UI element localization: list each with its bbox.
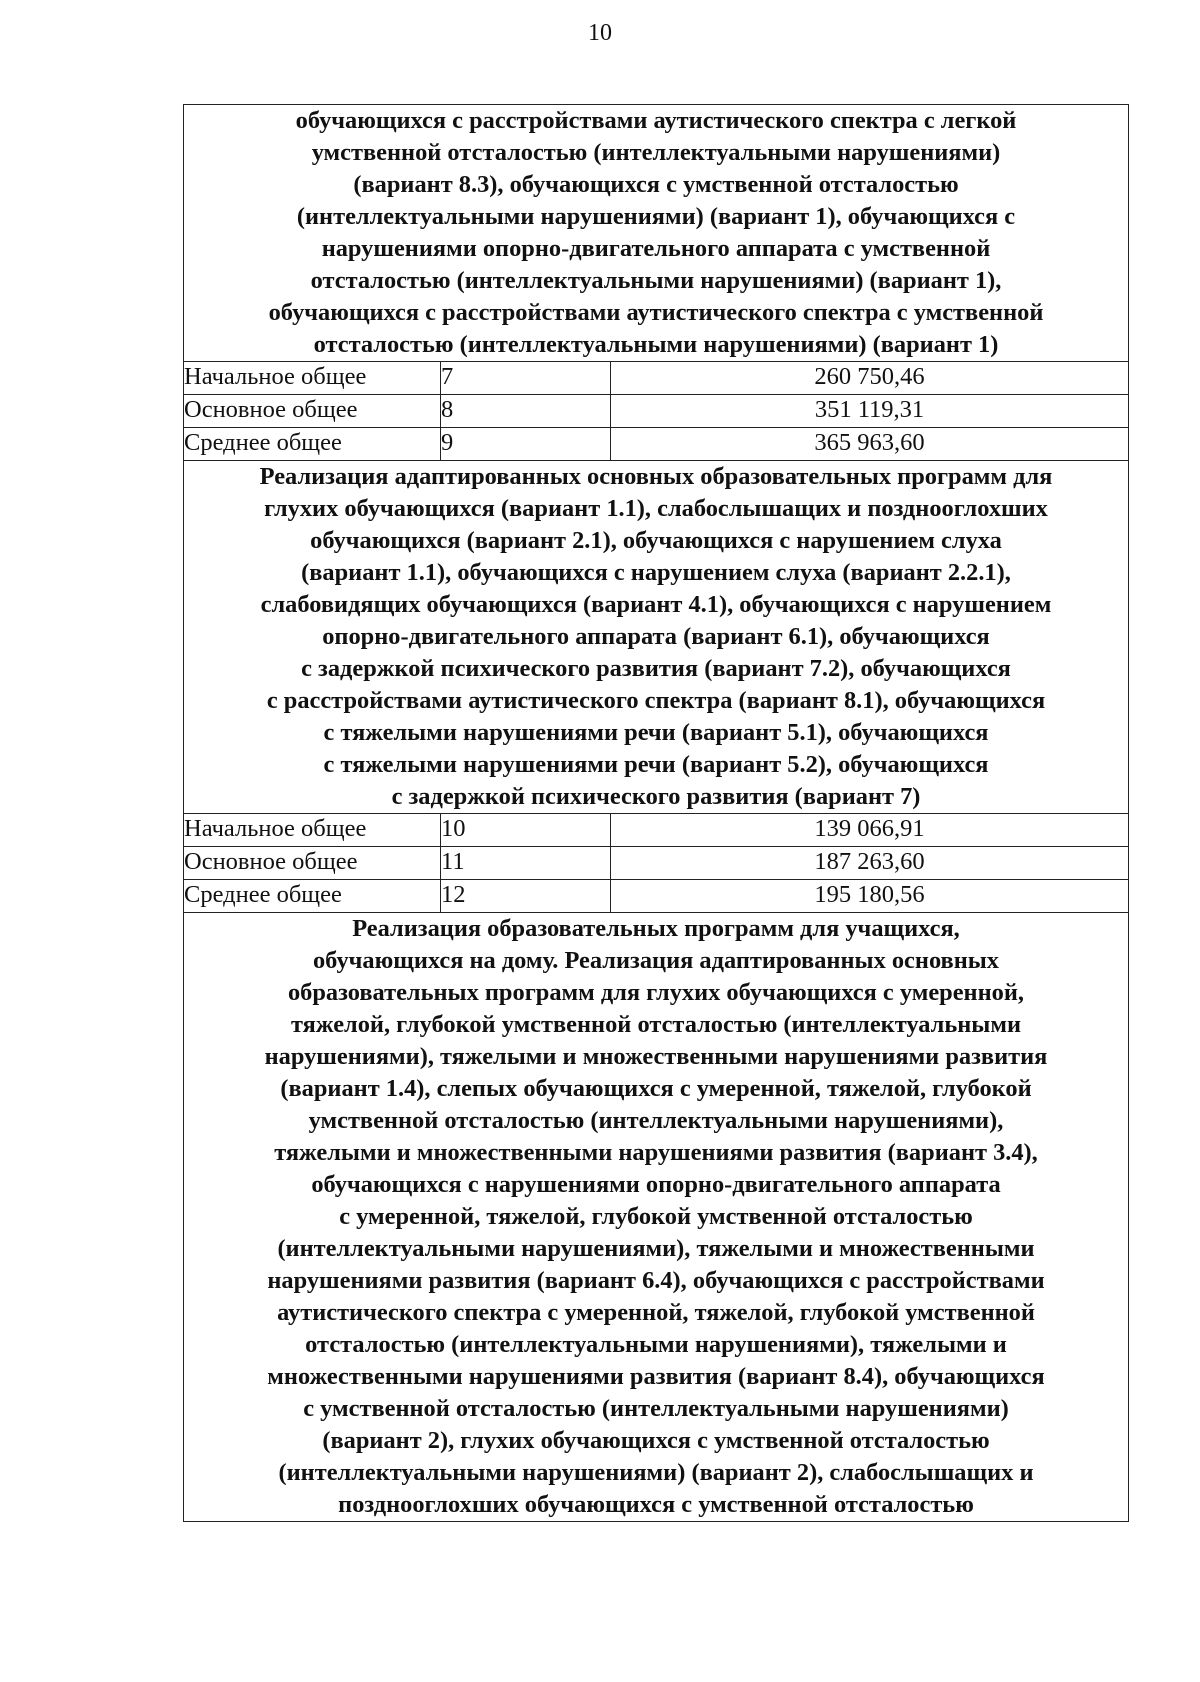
heading-line: с расстройствами аутистического спектра (вариант 8.1), обучающихся: [266, 687, 1046, 714]
heading-line: позднооглохших обучающихся с умственной отсталостью: [338, 1491, 974, 1518]
heading-line: (вариант 8.3), обучающихся с умственной отсталостью: [353, 171, 959, 198]
section-heading-row: [184, 105, 1129, 362]
heading-line: множественными нарушениями развития (вариант 8.4), обучающихся: [267, 1363, 1045, 1390]
row-number-cell: 10: [441, 814, 611, 847]
section-heading-row: [184, 461, 1129, 814]
heading-line: с задержкой психического развития (вариант 7): [391, 783, 921, 810]
heading-line: (интеллектуальными нарушениями) (вариант 1), обучающихся с: [296, 203, 1016, 230]
section-heading: [184, 461, 1129, 814]
heading-line: обучающихся с нарушениями опорно-двигательного аппарата: [311, 1171, 1001, 1198]
education-level-cell: Среднее общее: [184, 428, 441, 461]
funding-table: [183, 104, 1129, 1522]
section-heading-row: [184, 913, 1129, 1522]
heading-line: (вариант 2), глухих обучающихся с умственной отсталостью: [322, 1427, 990, 1454]
cost-value-cell: 260 750,46: [611, 362, 1129, 395]
table-row: [184, 362, 1129, 395]
heading-line: обучающихся с расстройствами аутистического спектра с умственной: [268, 299, 1044, 326]
heading-line: (вариант 1.1), обучающихся с нарушением слуха (вариант 2.2.1),: [301, 559, 1011, 586]
cost-value-cell: 139 066,91: [611, 814, 1129, 847]
table-row: [184, 395, 1129, 428]
heading-line: аутистического спектра с умеренной, тяжелой, глубокой умственной: [277, 1299, 1035, 1326]
heading-line: умственной отсталостью (интеллектуальными нарушениями),: [308, 1107, 1004, 1134]
row-number-cell: 7: [441, 362, 611, 395]
heading-line: с умственной отсталостью (интеллектуальными нарушениями): [303, 1395, 1009, 1422]
education-level-cell: Среднее общее: [184, 880, 441, 913]
heading-line: тяжелыми и множественными нарушениями развития (вариант 3.4),: [274, 1139, 1038, 1166]
heading-line: с задержкой психического развития (вариант 7.2), обучающихся: [301, 655, 1011, 682]
heading-line: отсталостью (интеллектуальными нарушениями) (вариант 1),: [310, 267, 1002, 294]
page-number: 10: [588, 20, 612, 46]
education-level-cell: Начальное общее: [184, 362, 441, 395]
heading-line: с тяжелыми нарушениями речи (вариант 5.2), обучающихся: [323, 751, 989, 778]
heading-line: Реализация образовательных программ для учащихся,: [352, 915, 960, 942]
heading-line: глухих обучающихся (вариант 1.1), слабослышащих и позднооглохших: [264, 495, 1048, 522]
table-row: [184, 847, 1129, 880]
heading-line: (интеллектуальными нарушениями) (вариант 2), слабослышащих и: [278, 1459, 1034, 1486]
cost-value-cell: 351 119,31: [611, 395, 1129, 428]
education-level-cell: Основное общее: [184, 395, 441, 428]
row-number-cell: 12: [441, 880, 611, 913]
heading-line: тяжелой, глубокой умственной отсталостью (интеллектуальными: [290, 1011, 1021, 1038]
table-row: [184, 814, 1129, 847]
heading-line: отсталостью (интеллектуальными нарушениями), тяжелыми и: [305, 1331, 1007, 1358]
heading-line: опорно-двигательного аппарата (вариант 6.1), обучающихся: [322, 623, 990, 650]
row-number-cell: 8: [441, 395, 611, 428]
heading-line: нарушениями), тяжелыми и множественными нарушениями развития: [264, 1043, 1048, 1070]
heading-line: обучающихся (вариант 2.1), обучающихся с нарушением слуха: [310, 527, 1002, 554]
heading-line: нарушениями развития (вариант 6.4), обучающихся с расстройствами: [267, 1267, 1045, 1294]
heading-line: Реализация адаптированных основных образовательных программ для: [259, 463, 1053, 490]
heading-line: (интеллектуальными нарушениями), тяжелыми и множественными: [277, 1235, 1035, 1262]
section-heading: [184, 105, 1129, 362]
row-number-cell: 11: [441, 847, 611, 880]
heading-line: образовательных программ для глухих обучающихся с умеренной,: [287, 979, 1025, 1006]
table-row: [184, 428, 1129, 461]
heading-line: обучающихся на дому. Реализация адаптированных основных: [312, 947, 999, 974]
heading-line: умственной отсталостью (интеллектуальными нарушениями): [311, 139, 1001, 166]
heading-line: с тяжелыми нарушениями речи (вариант 5.1), обучающихся: [323, 719, 989, 746]
heading-line: отсталостью (интеллектуальными нарушениями) (вариант 1): [313, 331, 999, 358]
row-number-cell: 9: [441, 428, 611, 461]
heading-line: с умеренной, тяжелой, глубокой умственной отсталостью: [339, 1203, 973, 1230]
education-level-cell: Начальное общее: [184, 814, 441, 847]
section-heading: [184, 913, 1129, 1522]
cost-value-cell: 187 263,60: [611, 847, 1129, 880]
heading-line: (вариант 1.4), слепых обучающихся с умеренной, тяжелой, глубокой: [280, 1075, 1032, 1102]
education-level-cell: Основное общее: [184, 847, 441, 880]
heading-line: обучающихся с расстройствами аутистического спектра с легкой: [295, 107, 1017, 134]
heading-line: нарушениями опорно-двигательного аппарата с умственной: [321, 235, 991, 262]
cost-value-cell: 195 180,56: [611, 880, 1129, 913]
heading-line: слабовидящих обучающихся (вариант 4.1), обучающихся с нарушением: [260, 591, 1052, 618]
table-row: [184, 880, 1129, 913]
cost-value-cell: 365 963,60: [611, 428, 1129, 461]
